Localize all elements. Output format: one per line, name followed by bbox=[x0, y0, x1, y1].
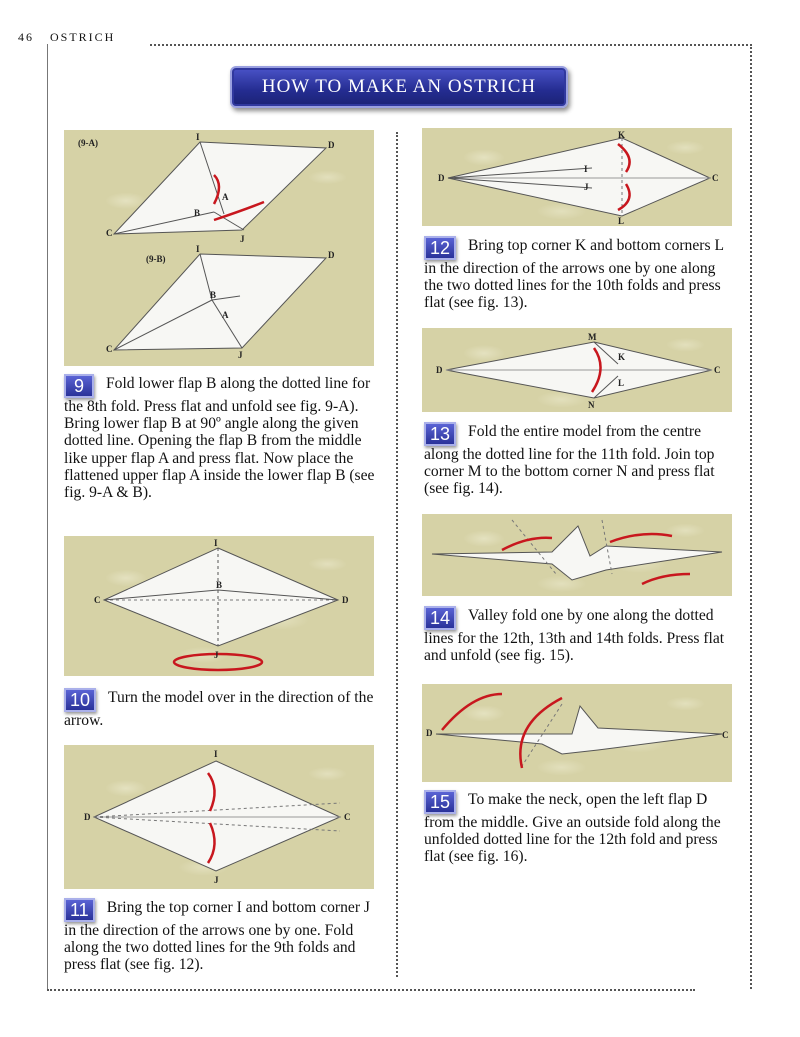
running-header bbox=[18, 30, 115, 45]
svg-text:D: D bbox=[426, 728, 433, 738]
step-11-text: Bring the top corner I and bottom corner J in the direction of the arrows one by one. Fold along the two dotted lines for the 9th folds and press flat (see fig. 12). bbox=[64, 899, 370, 974]
figure-12 bbox=[422, 128, 732, 226]
svg-text:L: L bbox=[618, 378, 625, 388]
svg-text:C: C bbox=[106, 228, 113, 238]
step-10 bbox=[64, 688, 376, 729]
svg-text:J: J bbox=[214, 650, 219, 660]
step-11-badge: 11 bbox=[64, 898, 95, 922]
figure-14 bbox=[422, 514, 732, 596]
step-14 bbox=[424, 606, 736, 664]
figure-13 bbox=[422, 328, 732, 412]
svg-text:D: D bbox=[84, 812, 91, 822]
svg-text:C: C bbox=[714, 365, 721, 375]
step-12-text: Bring top corner K and bottom corners L in the direction of the arrows one by one along the two dotted lines for the 10th folds and press flat (see fig. 13). bbox=[424, 237, 724, 312]
svg-text:I: I bbox=[584, 164, 588, 174]
svg-text:A: A bbox=[222, 310, 229, 320]
svg-text:M: M bbox=[588, 332, 597, 342]
figure-10 bbox=[64, 536, 374, 676]
step-9-badge: 9 bbox=[64, 374, 94, 398]
step-9-text: Fold lower flap B along the dotted line for the 8th fold. Press flat and unfold see fig. 9-A). Bring lower flap B at 90º angle along the given dotted line. Opening the flap B from the middle like upper flap A and press flat. Now place the flattened upper flap A inside the lower flap B (see fig. 9-A & B). bbox=[64, 375, 375, 502]
figure-15 bbox=[422, 684, 732, 782]
svg-text:K: K bbox=[618, 130, 626, 140]
right-divider bbox=[750, 44, 752, 989]
svg-text:D: D bbox=[328, 140, 335, 150]
svg-text:B: B bbox=[194, 208, 201, 218]
step-12 bbox=[424, 236, 736, 312]
left-rule bbox=[47, 44, 48, 989]
page-title: HOW TO MAKE AN OSTRICH bbox=[230, 66, 568, 108]
svg-text:D: D bbox=[328, 250, 335, 260]
svg-text:C: C bbox=[94, 595, 101, 605]
svg-text:J: J bbox=[240, 234, 245, 244]
svg-text:B: B bbox=[216, 580, 223, 590]
step-13-text: Fold the entire model from the centre along the dotted line for the 11th fold. Join top corner M to the bottom corner N and press flat (see fig. 14). bbox=[424, 423, 715, 498]
step-10-badge: 10 bbox=[64, 688, 96, 712]
svg-text:C: C bbox=[106, 344, 113, 354]
svg-text:K: K bbox=[618, 352, 626, 362]
page-number: 46 bbox=[18, 30, 34, 44]
svg-text:A: A bbox=[222, 192, 229, 202]
step-13-badge: 13 bbox=[424, 422, 456, 446]
top-divider bbox=[150, 44, 752, 46]
svg-text:I: I bbox=[214, 749, 218, 759]
svg-text:D: D bbox=[438, 173, 445, 183]
svg-text:I: I bbox=[196, 244, 200, 254]
step-15-text: To make the neck, open the left flap D from the middle. Give an outside fold along the unfolded dotted line for the 12th fold and press flat (see fig. 16). bbox=[424, 791, 721, 866]
step-14-badge: 14 bbox=[424, 606, 456, 630]
svg-text:J: J bbox=[238, 350, 243, 360]
step-9 bbox=[64, 374, 376, 501]
svg-text:L: L bbox=[618, 216, 625, 226]
step-15 bbox=[424, 790, 736, 866]
figure-11 bbox=[64, 745, 374, 889]
svg-text:C: C bbox=[712, 173, 719, 183]
figure-9b-label: (9-B) bbox=[146, 254, 166, 264]
figure-9a-label: (9-A) bbox=[78, 138, 98, 148]
step-11 bbox=[64, 898, 376, 974]
svg-text:I: I bbox=[214, 538, 218, 548]
svg-text:N: N bbox=[588, 400, 595, 410]
running-title: OSTRICH bbox=[50, 30, 116, 44]
svg-text:B: B bbox=[210, 290, 217, 300]
step-14-text: Valley fold one by one along the dotted lines for the 12th, 13th and 14th folds. Press flat and unfold (see fig. 15). bbox=[424, 607, 725, 665]
figure-9 bbox=[64, 130, 374, 366]
step-12-badge: 12 bbox=[424, 236, 456, 260]
svg-text:C: C bbox=[722, 730, 729, 740]
svg-text:D: D bbox=[342, 595, 349, 605]
svg-text:C: C bbox=[344, 812, 351, 822]
svg-text:I: I bbox=[196, 132, 200, 142]
step-10-text: Turn the model over in the direction of the arrow. bbox=[64, 689, 374, 729]
step-15-badge: 15 bbox=[424, 790, 456, 814]
svg-text:D: D bbox=[436, 365, 443, 375]
svg-text:J: J bbox=[584, 182, 589, 192]
bottom-divider bbox=[47, 989, 695, 991]
column-divider bbox=[396, 132, 398, 977]
step-13 bbox=[424, 422, 736, 498]
svg-text:J: J bbox=[214, 875, 219, 885]
